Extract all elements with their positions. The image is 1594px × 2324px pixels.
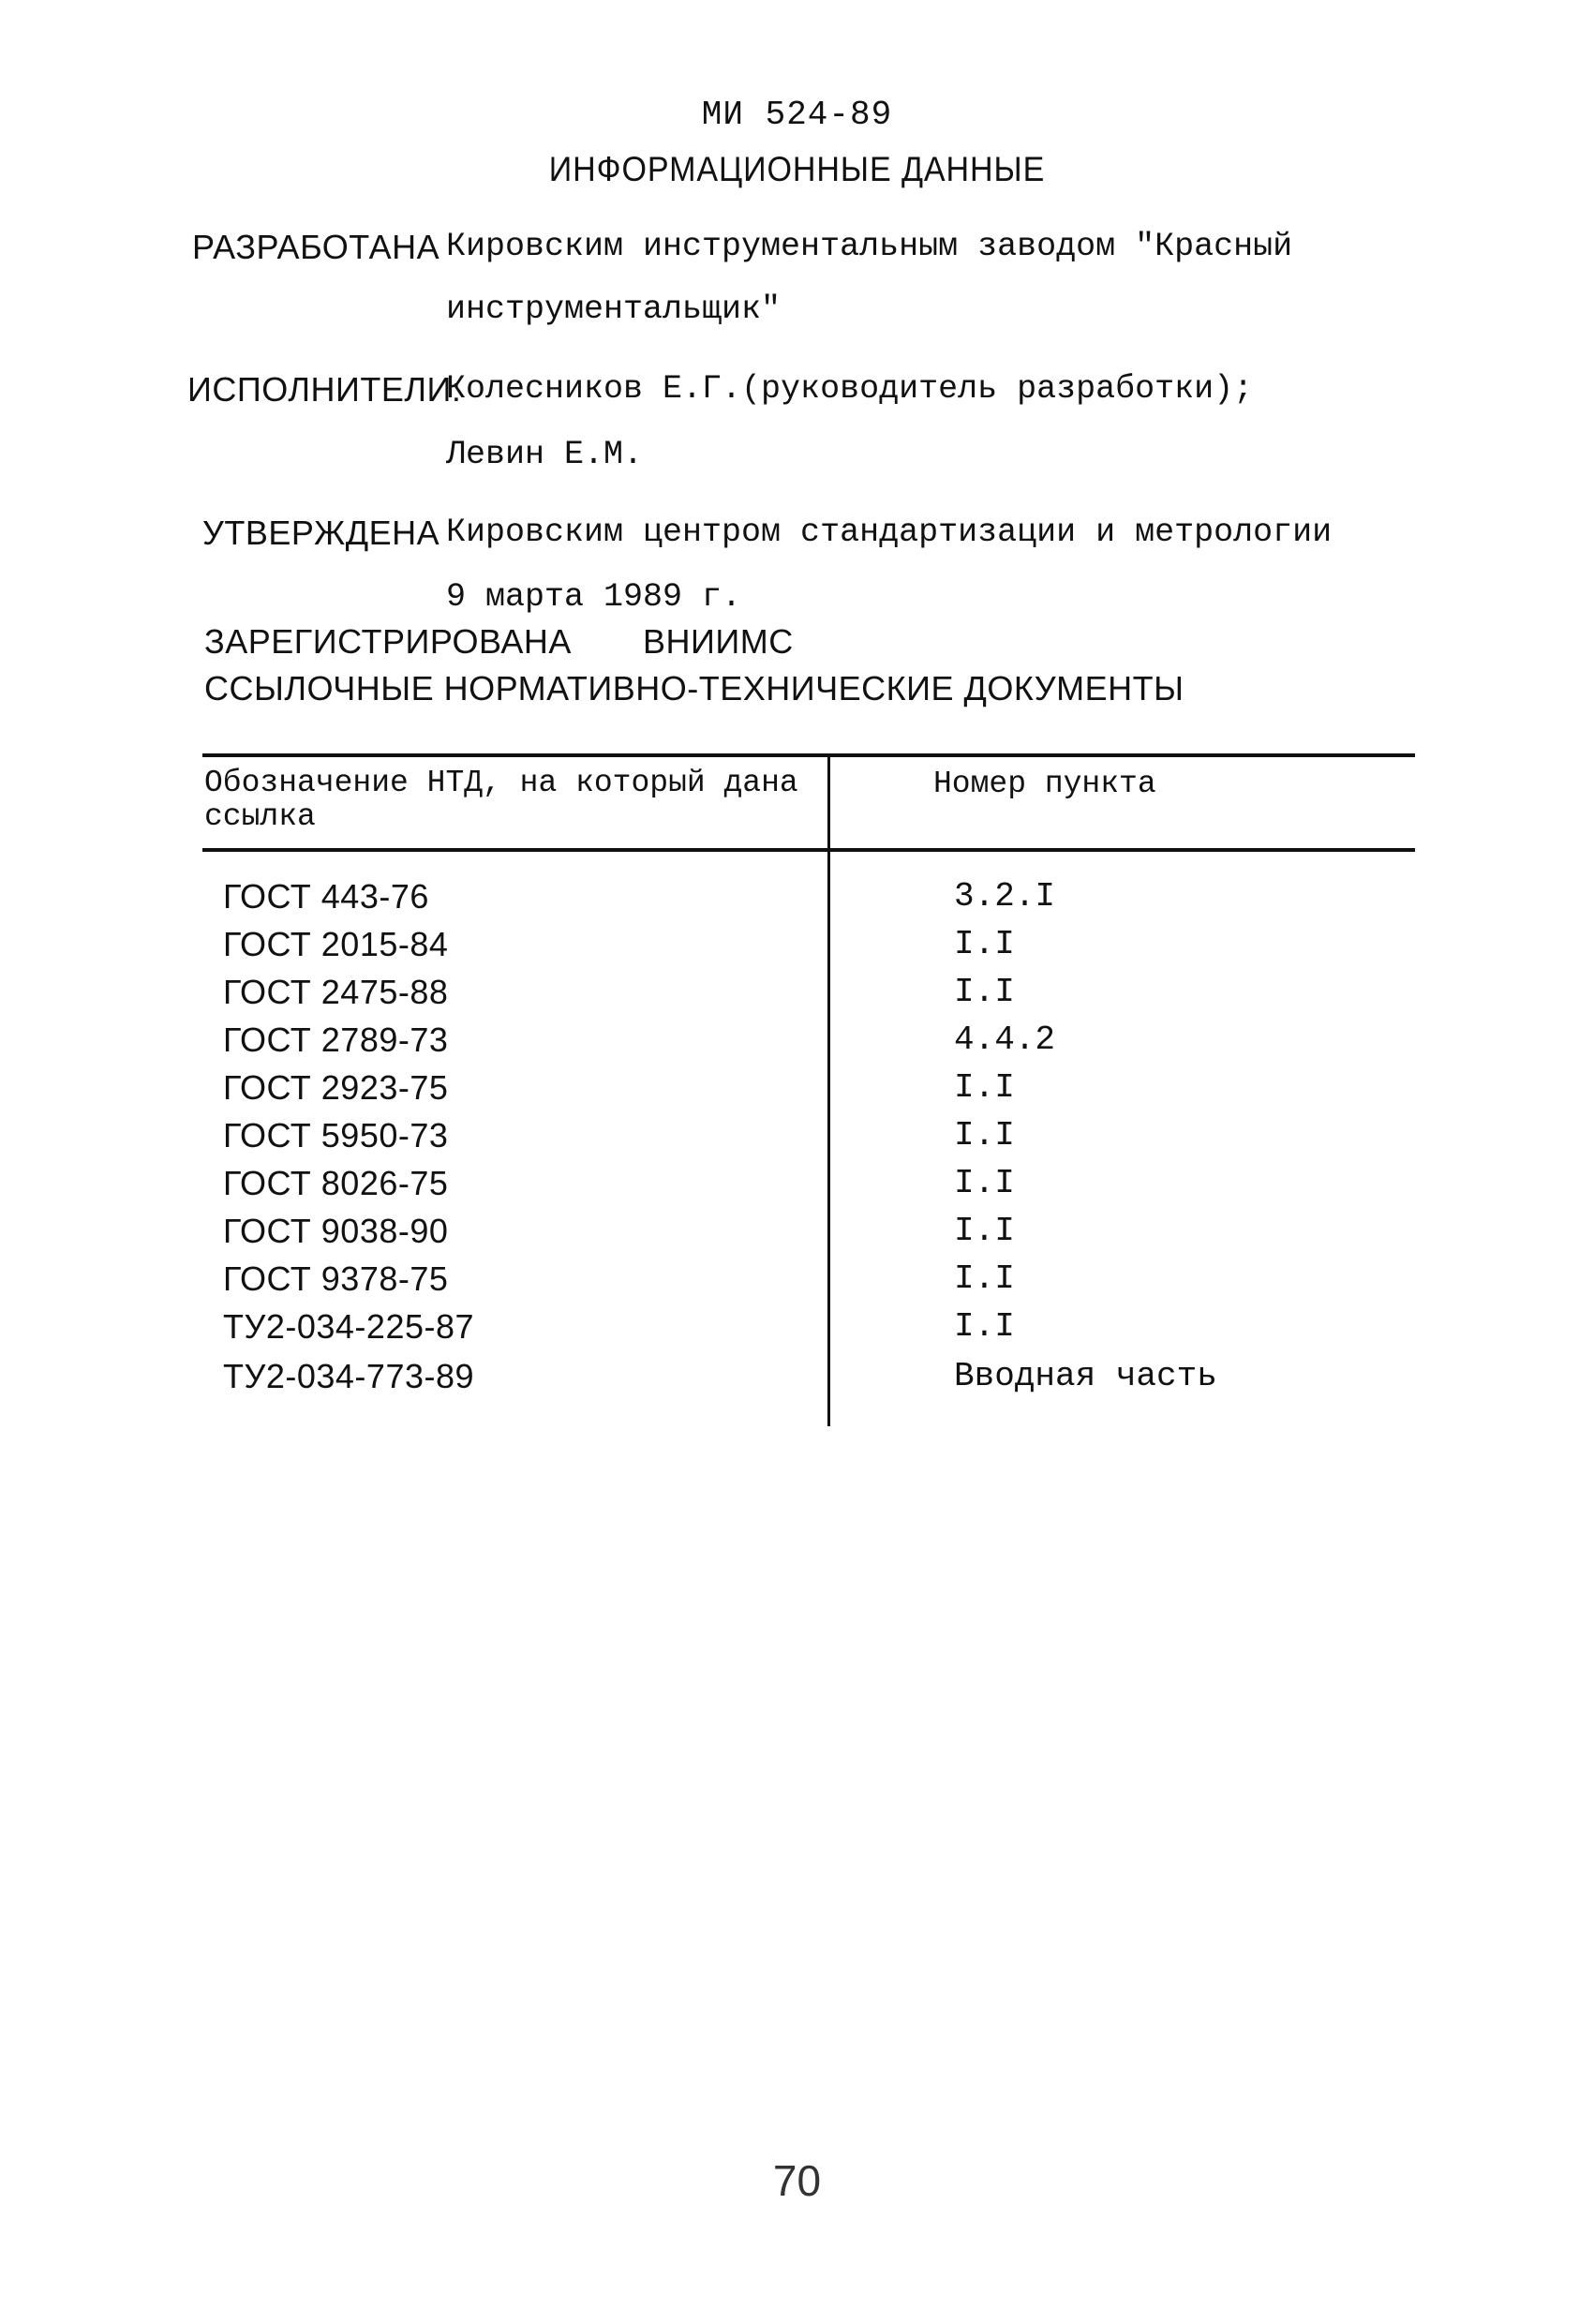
- table-row: [202, 1357, 1415, 1404]
- approved-value-line2: 9 марта 1989 г.: [446, 578, 742, 616]
- table-row: [202, 1212, 1415, 1259]
- row-item-number: I.I: [954, 1116, 1015, 1155]
- developed-value-line1: Кировским инструментальным заводом "Красный: [446, 228, 1293, 265]
- row-item-number: I.I: [954, 1068, 1015, 1107]
- developed-value-line2: инструментальщик": [446, 290, 782, 328]
- row-document: ГОСТ 5950-73: [223, 1116, 449, 1155]
- row-document: ТУ2-034-225-87: [223, 1307, 475, 1346]
- registered-value: ВНИИМС: [643, 622, 794, 661]
- row-document: ГОСТ 443-76: [223, 877, 429, 916]
- table-row: [202, 925, 1415, 972]
- approved-label: УТВЕРЖДЕНА: [202, 514, 440, 552]
- approved-value-line1: Кировским центром стандартизации и метрологии: [446, 514, 1333, 551]
- row-document: ГОСТ 9378-75: [223, 1259, 449, 1298]
- row-document: ГОСТ 8026-75: [223, 1164, 449, 1202]
- row-document: ГОСТ 2789-73: [223, 1020, 449, 1059]
- row-item-number: I.I: [954, 1212, 1015, 1250]
- table-header-rule: [202, 848, 1415, 852]
- references-heading: ССЫЛОЧНЫЕ НОРМАТИВНО-ТЕХНИЧЕСКИЕ ДОКУМЕНТЫ: [204, 669, 1184, 708]
- document-title: ИНФОРМАЦИОННЫЕ ДАННЫЕ: [548, 150, 1046, 188]
- row-item-number: I.I: [954, 973, 1015, 1011]
- row-item-number: I.I: [954, 1259, 1015, 1298]
- executors-value-line1: Колесников Е.Г.(руководитель разработки);: [446, 370, 1254, 408]
- registered-label: ЗАРЕГИСТРИРОВАНА: [204, 622, 572, 661]
- page-number: 70: [772, 2156, 822, 2205]
- table-row: [202, 1020, 1415, 1067]
- column-header-document: Обозначение НТД, на который дана ссылка: [204, 766, 798, 834]
- row-item-number: I.I: [954, 1307, 1015, 1346]
- executors-label: ИСПОЛНИТЕЛИ:: [187, 370, 462, 409]
- row-item-number: I.I: [954, 925, 1015, 963]
- row-document: ГОСТ 2015-84: [223, 925, 449, 963]
- table-row: [202, 1116, 1415, 1163]
- document-code: МИ 524-89: [701, 96, 893, 134]
- row-document: ГОСТ 2923-75: [223, 1068, 449, 1107]
- table-row: [202, 1164, 1415, 1211]
- table-row: [202, 1068, 1415, 1115]
- row-document: ГОСТ 9038-90: [223, 1212, 449, 1250]
- developed-label: РАЗРАБОТАНА: [192, 228, 440, 266]
- table-row: [202, 1307, 1415, 1354]
- table-row: [202, 973, 1415, 1020]
- row-item-number: I.I: [954, 1164, 1015, 1202]
- table-row: [202, 1259, 1415, 1306]
- row-document: ГОСТ 2475-88: [223, 973, 449, 1011]
- column-header-item-number: Номер пункта: [933, 767, 1156, 801]
- executors-value-line2: Левин Е.М.: [446, 436, 644, 473]
- row-document: ТУ2-034-773-89: [223, 1357, 475, 1395]
- row-item-number: 4.4.2: [954, 1020, 1056, 1059]
- table-row: [202, 877, 1415, 924]
- row-item-number: 3.2.I: [954, 877, 1056, 916]
- row-item-number: Вводная часть: [954, 1357, 1217, 1395]
- table-top-rule: [202, 753, 1415, 757]
